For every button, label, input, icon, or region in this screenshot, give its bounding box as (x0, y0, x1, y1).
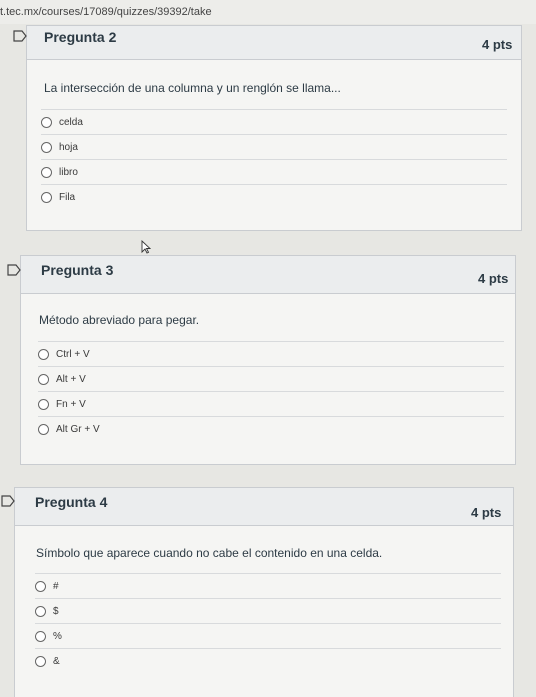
answer-option[interactable]: $ (35, 598, 501, 623)
radio-button-icon[interactable] (38, 374, 49, 385)
question-header (21, 256, 515, 294)
answer-option[interactable]: Fn + V (38, 391, 504, 416)
flag-question-icon[interactable] (1, 495, 15, 507)
question-points: 4 pts (471, 505, 502, 520)
question-text: Símbolo que aparece cuando no cabe el contenido en una celda. (36, 546, 383, 560)
radio-button-icon[interactable] (41, 117, 52, 128)
question-card-3 (20, 255, 516, 465)
question-text: La intersección de una columna y un renglón se llama... (44, 81, 341, 95)
flag-question-icon[interactable] (13, 30, 27, 42)
answer-list (41, 109, 507, 209)
answer-option[interactable]: Ctrl + V (38, 341, 504, 366)
question-title: Pregunta 4 (35, 494, 108, 510)
question-points: 4 pts (482, 37, 513, 52)
mouse-pointer-icon (141, 240, 151, 254)
question-text: Método abreviado para pegar. (39, 313, 200, 327)
question-points: 4 pts (478, 271, 509, 286)
answer-option[interactable]: Alt + V (38, 366, 504, 391)
answer-option[interactable]: Alt Gr + V (38, 416, 504, 441)
radio-button-icon[interactable] (35, 606, 46, 617)
answer-list (38, 341, 504, 441)
radio-button-icon[interactable] (38, 399, 49, 410)
answer-option[interactable]: # (35, 573, 501, 598)
question-header (15, 488, 513, 526)
question-title: Pregunta 3 (41, 262, 114, 278)
radio-button-icon[interactable] (41, 142, 52, 153)
question-card-2 (26, 25, 522, 231)
radio-button-icon[interactable] (38, 424, 49, 435)
answer-option[interactable]: & (35, 648, 501, 673)
address-bar[interactable] (0, 0, 536, 24)
flag-question-icon[interactable] (7, 264, 21, 276)
radio-button-icon[interactable] (35, 656, 46, 667)
answer-option[interactable]: % (35, 623, 501, 648)
question-header (27, 26, 521, 60)
answer-option[interactable]: Fila (41, 184, 507, 209)
answer-option[interactable]: libro (41, 159, 507, 184)
question-title: Pregunta 2 (44, 29, 117, 45)
radio-button-icon[interactable] (41, 167, 52, 178)
radio-button-icon[interactable] (41, 192, 52, 203)
question-card-4 (14, 487, 514, 697)
answer-option[interactable]: hoja (41, 134, 507, 159)
answer-option[interactable]: celda (41, 109, 507, 134)
radio-button-icon[interactable] (35, 581, 46, 592)
radio-button-icon[interactable] (35, 631, 46, 642)
radio-button-icon[interactable] (38, 349, 49, 360)
answer-list (35, 573, 501, 673)
url-text: t.tec.mx/courses/17089/quizzes/39392/take (0, 6, 212, 18)
